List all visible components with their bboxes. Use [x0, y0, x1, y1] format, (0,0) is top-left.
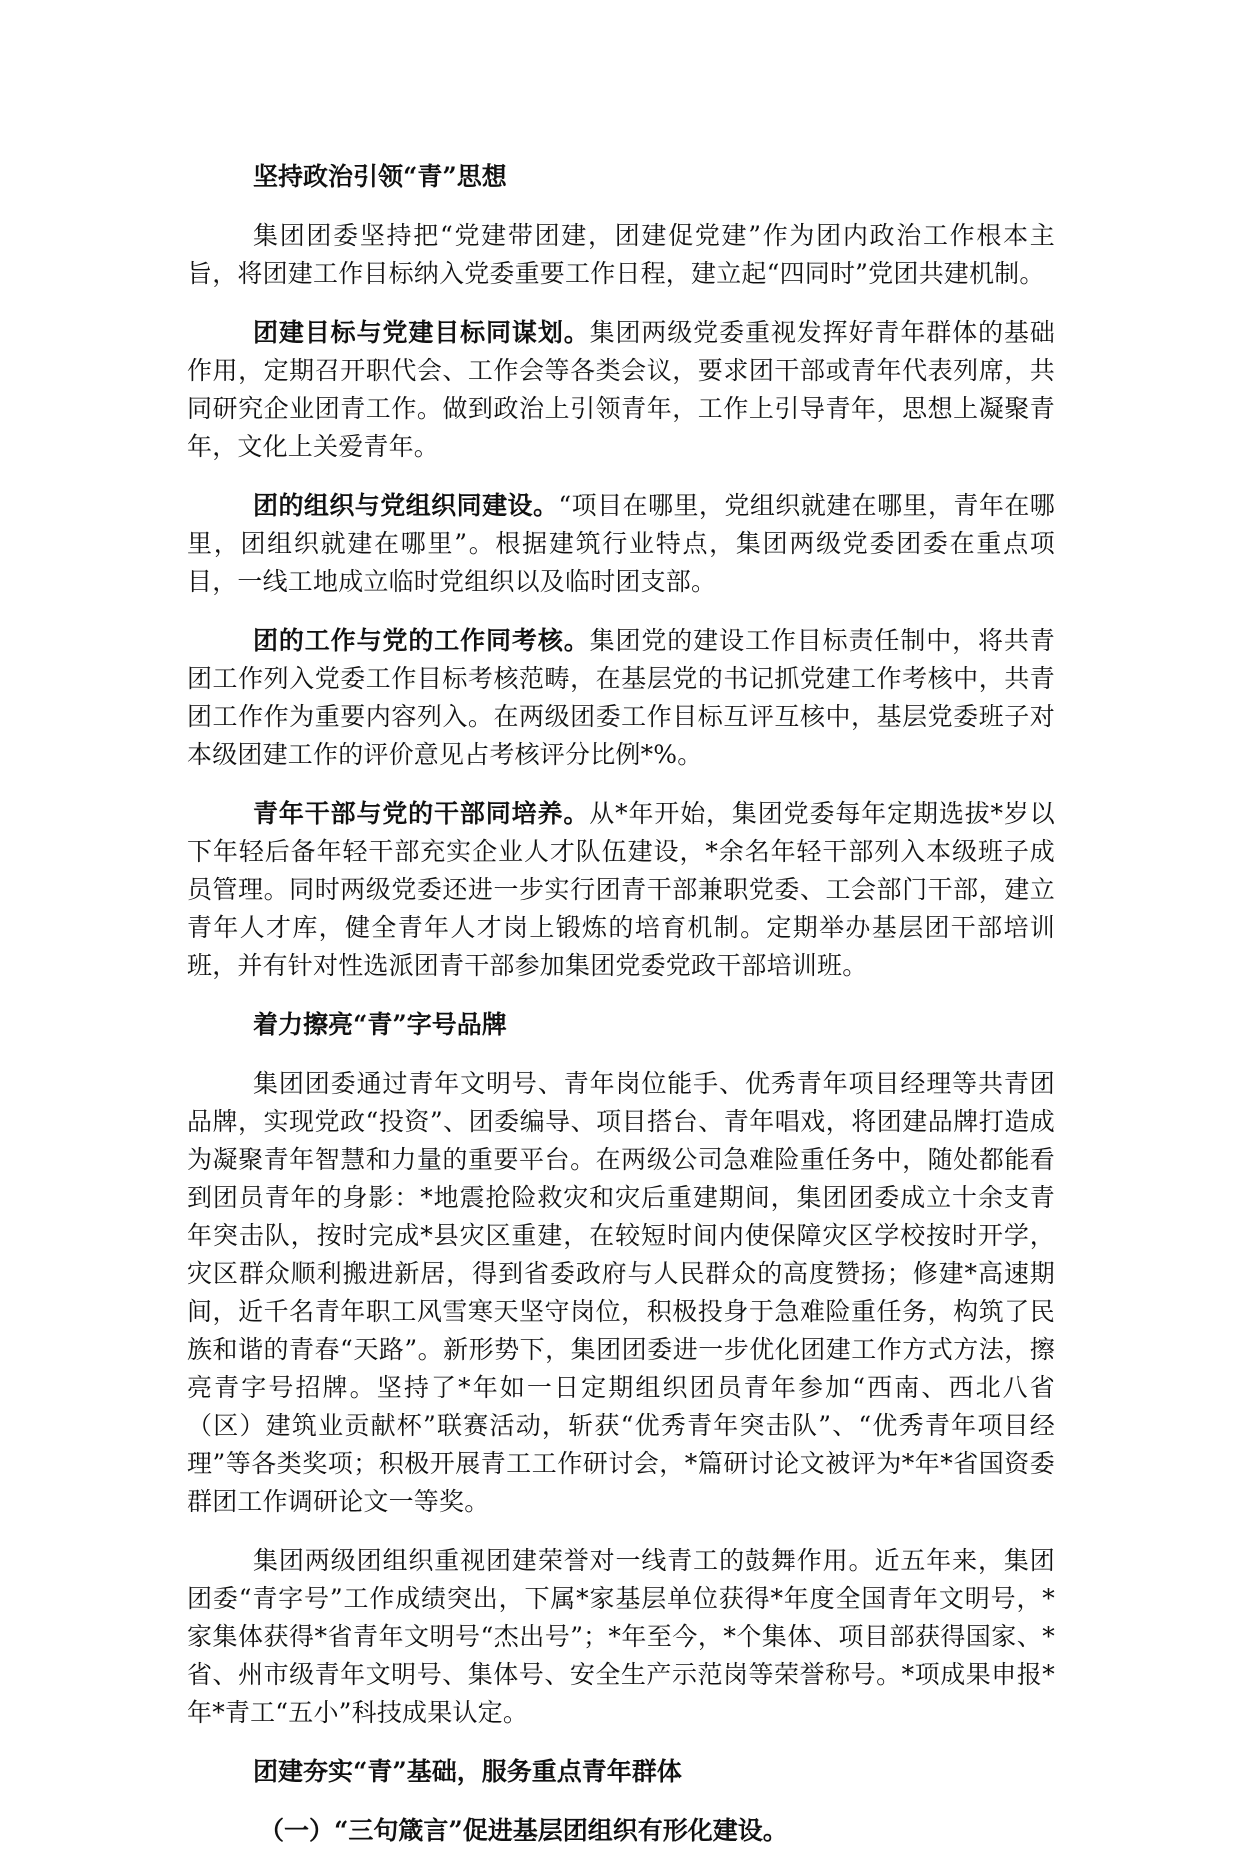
paragraph-text: 集团两级团组织重视团建荣誉对一线青工的鼓舞作用。近五年来，集团团委“青字号”工作成绩突出，下属*家基层单位获得*年度全国青年文明号，*家集体获得*省青年文明号“杰出号”；*年至今，*个集体、项目部获得国家、*省、州市级青年文明号、集体号、安全生产示范岗等荣誉称号。*项成果申报*年*青工“五小”科技成果认定。	[187, 1546, 1055, 1727]
section-heading: 团建夯实“青”基础，服务重点青年群体	[253, 1757, 682, 1786]
section-heading: 坚持政治引领“青”思想	[253, 162, 507, 191]
paragraph-text: 集团党的建设工作目标责任制中，将共青团工作列入党委工作目标考核范畴，在基层党的书记抓党建工作考核中，共青团工作作为重要内容列入。在两级团委工作目标互评互核中，基层党委班子对本级团建工作的评价意见占考核评分比例*%。	[187, 626, 1055, 769]
paragraph	[187, 217, 1055, 293]
section-heading: 着力擦亮“青”字号品牌	[253, 1010, 507, 1039]
paragraph	[187, 795, 1055, 985]
paragraph	[187, 1542, 1055, 1732]
paragraph	[187, 314, 1055, 466]
paragraph-text: “项目在哪里，党组织就建在哪里，青年在哪里，团组织就建在哪里”。根据建筑行业特点，集团两级党委团委在重点项目，一线工地成立临时党组织以及临时团支部。	[187, 491, 1055, 596]
paragraph-text: 集团两级党委重视发挥好青年群体的基础作用，定期召开职代会、工作会等各类会议，要求团干部或青年代表列席，共同研究企业团青工作。做到政治上引领青年，工作上引导青年，思想上凝聚青年，文化上关爱青年。	[187, 318, 1055, 461]
paragraph-lead: 团的工作与党的工作同考核。	[253, 626, 590, 655]
document-page	[187, 158, 1055, 1871]
paragraph-text: 从*年开始，集团党委每年定期选拔*岁以下年轻后备年轻干部充实企业人才队伍建设，*余名年轻干部列入本级班子成员管理。同时两级党委还进一步实行团青干部兼职党委、工会部门干部，建立青年人才库，健全青年人才岗上锻炼的培育机制。定期举办基层团干部培训班，并有针对性选派团青干部参加集团党委党政干部培训班。	[187, 799, 1055, 980]
paragraph-text: 集团团委坚持把“党建带团建，团建促党建”作为团内政治工作根本主旨，将团建工作目标纳入党委重要工作日程，建立起“四同时”党团共建机制。	[187, 221, 1055, 288]
paragraph	[187, 1065, 1055, 1521]
paragraph	[187, 622, 1055, 774]
subsection-heading: （一）“三句箴言”促进基层团组织有形化建设。	[259, 1816, 788, 1845]
paragraph-text: 集团团委通过青年文明号、青年岗位能手、优秀青年项目经理等共青团品牌，实现党政“投资”、团委编导、项目搭台、青年唱戏，将团建品牌打造成为凝聚青年智慧和力量的重要平台。在两级公司急难险重任务中，随处都能看到团员青年的身影：*地震抢险救灾和灾后重建期间，集团团委成立十余支青年突击队，按时完成*县灾区重建，在较短时间内使保障灾区学校按时开学，灾区群众顺利搬进新居，得到省委政府与人民群众的高度赞扬；修建*高速期间，近千名青年职工风雪寒天坚守岗位，积极投身于急难险重任务，构筑了民族和谐的青春“天路”。新形势下，集团团委进一步优化团建工作方式方法，擦亮青字号招牌。坚持了*年如一日定期组织团员青年参加“西南、西北八省（区）建筑业贡献杯”联赛活动，斩获“优秀青年突击队”、“优秀青年项目经理”等各类奖项；积极开展青工工作研讨会，*篇研讨论文被评为*年*省国资委群团工作调研论文一等奖。	[187, 1069, 1055, 1516]
paragraph	[187, 487, 1055, 601]
paragraph-lead: 青年干部与党的干部同培养。	[253, 799, 590, 828]
paragraph-lead: 团的组织与党组织同建设。	[253, 491, 559, 520]
paragraph-lead: 团建目标与党建目标同谋划。	[253, 318, 590, 347]
